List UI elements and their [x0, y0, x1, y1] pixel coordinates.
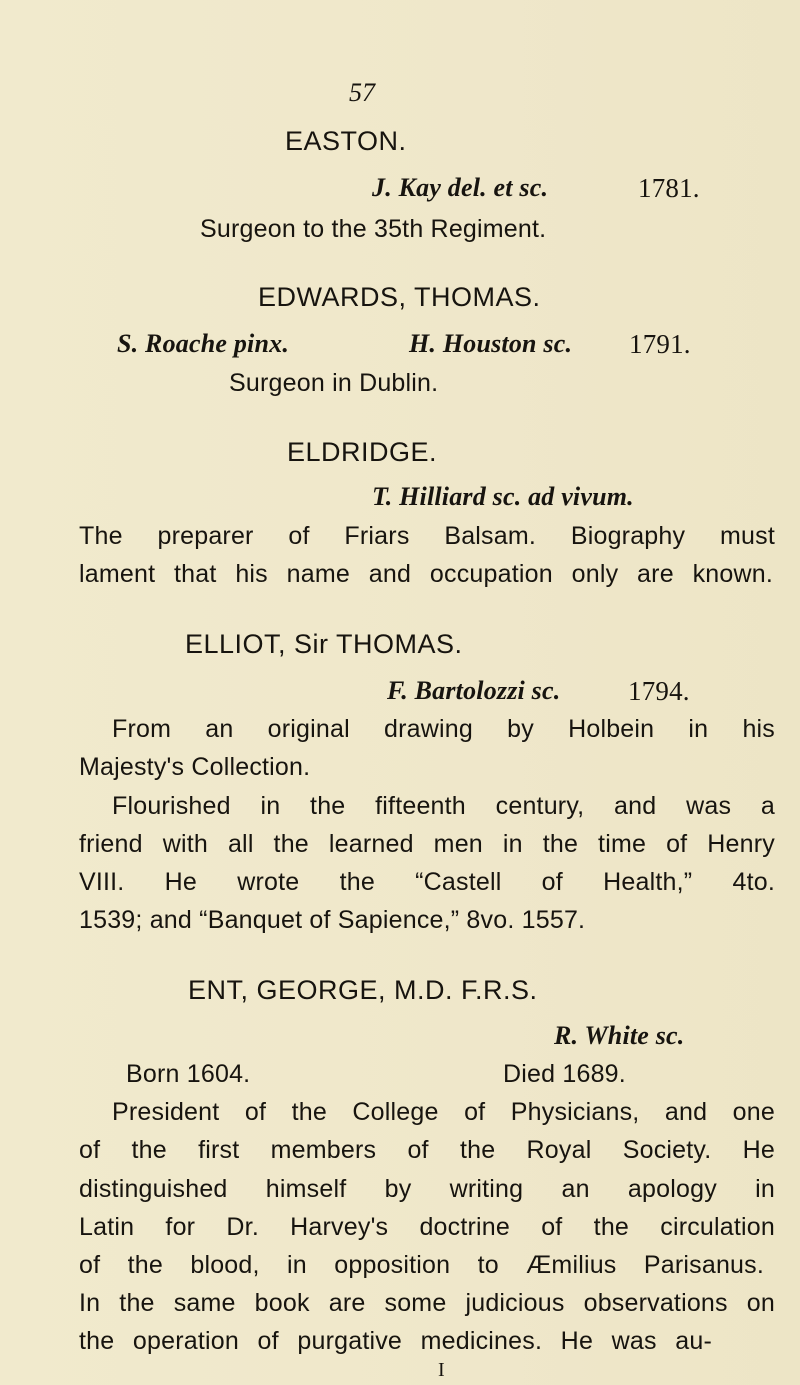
- entry-description-line: VIII. He wrote the “Castell of Health,” 4to.: [79, 868, 775, 896]
- entry-description-line: From an original drawing by Holbein in his: [112, 715, 775, 743]
- entry-description-line: Latin for Dr. Harvey's doctrine of the circulation: [79, 1213, 775, 1241]
- credit-year: 1791.: [629, 329, 691, 359]
- entry-description-line: President of the College of Physicians, and one: [112, 1098, 775, 1126]
- entry-description-line: of the blood, in opposition to Æmilius Parisanus.: [79, 1251, 764, 1279]
- died-date: Died 1689.: [503, 1060, 626, 1088]
- entry-heading: EDWARDS, THOMAS.: [258, 282, 541, 312]
- entry-description-line: lament that his name and occupation only are known.: [79, 560, 773, 588]
- engraver-credit: T. Hilliard sc. ad vivum.: [372, 482, 634, 511]
- entry-heading: ELLIOT, Sir THOMAS.: [185, 629, 463, 659]
- entry-description-line: In the same book are some judicious observations on: [79, 1289, 775, 1317]
- entry-description-line: friend with all the learned men in the time of Henry: [79, 830, 775, 858]
- entry-description-line: distinguished himself by writing an apology in: [79, 1175, 775, 1203]
- entry-description-line: Surgeon in Dublin.: [229, 369, 439, 397]
- engraver-credit: H. Houston sc.: [409, 329, 573, 358]
- page-number: 57: [349, 78, 375, 107]
- engraver-credit: R. White sc.: [554, 1021, 685, 1050]
- entry-description-line: Flourished in the fifteenth century, and was a: [112, 792, 775, 820]
- credit-year: 1794.: [628, 676, 690, 706]
- painter-credit: S. Roache pinx.: [117, 329, 290, 358]
- entry-description-line: of the first members of the Royal Society. He: [79, 1136, 775, 1164]
- entry-description-line: Surgeon to the 35th Regiment.: [200, 215, 547, 243]
- signature-mark: I: [438, 1359, 445, 1381]
- entry-heading: ELDRIDGE.: [287, 437, 438, 467]
- engraver-credit: F. Bartolozzi sc.: [387, 676, 561, 705]
- entry-heading: EASTON.: [285, 126, 407, 156]
- born-date: Born 1604.: [126, 1060, 251, 1088]
- entry-heading: ENT, GEORGE, M.D. F.R.S.: [188, 975, 538, 1005]
- entry-description-line: Majesty's Collection.: [79, 753, 311, 781]
- entry-description-line: The preparer of Friars Balsam. Biography must: [79, 522, 775, 550]
- entry-description-line: 1539; and “Banquet of Sapience,” 8vo. 1557.: [79, 906, 586, 934]
- engraver-credit: J. Kay del. et sc.: [372, 173, 549, 202]
- entry-description-line: the operation of purgative medicines. He was au-: [79, 1327, 712, 1355]
- credit-year: 1781.: [638, 173, 700, 203]
